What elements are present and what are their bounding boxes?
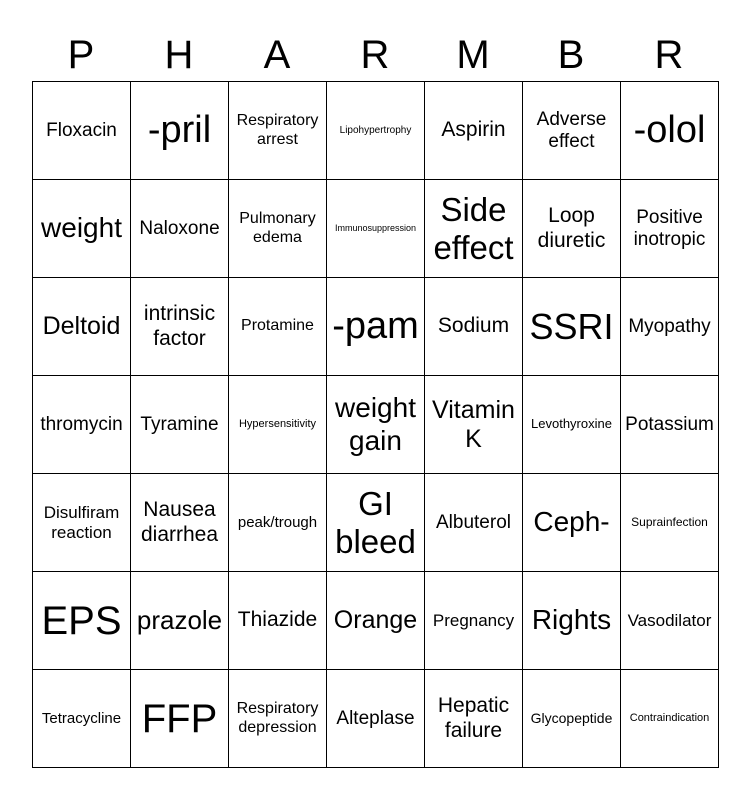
bingo-cell[interactable]: weight gain [327, 376, 425, 474]
bingo-cell[interactable]: -pam [327, 278, 425, 376]
bingo-grid [32, 81, 719, 768]
bingo-cell[interactable]: Sodium [425, 278, 523, 376]
bingo-cell[interactable]: GI bleed [327, 474, 425, 572]
bingo-cell[interactable]: intrinsic factor [131, 278, 229, 376]
bingo-cell[interactable]: Rights [523, 572, 621, 670]
header-letter-1: P [67, 33, 95, 77]
bingo-cell[interactable]: Albuterol [425, 474, 523, 572]
bingo-cell[interactable]: Pulmonary edema [229, 180, 327, 278]
bingo-cell[interactable]: Glycopeptide [523, 670, 621, 768]
bingo-cell[interactable]: -olol [621, 82, 719, 180]
bingo-cell[interactable]: weight [33, 180, 131, 278]
bingo-cell[interactable]: thromycin [33, 376, 131, 474]
bingo-cell[interactable]: Tyramine [131, 376, 229, 474]
bingo-cell[interactable]: Hepatic failure [425, 670, 523, 768]
bingo-cell[interactable]: Pregnancy [425, 572, 523, 670]
bingo-cell[interactable]: Nausea diarrhea [131, 474, 229, 572]
bingo-cell[interactable]: Floxacin [33, 82, 131, 180]
bingo-cell[interactable]: Levothyroxine [523, 376, 621, 474]
bingo-cell[interactable]: Naloxone [131, 180, 229, 278]
bingo-cell[interactable]: Disulfiram reaction [33, 474, 131, 572]
bingo-cell[interactable]: Respiratory arrest [229, 82, 327, 180]
header-letter-6: B [557, 33, 585, 77]
bingo-cell[interactable]: Tetracycline [33, 670, 131, 768]
bingo-cell[interactable]: Respiratory depression [229, 670, 327, 768]
header-letter-5: M [456, 33, 490, 77]
header-letter-2: H [164, 33, 194, 77]
bingo-cell[interactable]: Immunosuppression [327, 180, 425, 278]
header-letter-7: R [654, 33, 684, 77]
bingo-header [32, 28, 718, 82]
bingo-cell[interactable]: Vasodilator [621, 572, 719, 670]
bingo-cell[interactable]: Aspirin [425, 82, 523, 180]
bingo-cell[interactable]: Myopathy [621, 278, 719, 376]
bingo-cell[interactable]: Protamine [229, 278, 327, 376]
bingo-cell[interactable]: Potassium [621, 376, 719, 474]
bingo-cell[interactable]: Deltoid [33, 278, 131, 376]
bingo-cell[interactable]: EPS [33, 572, 131, 670]
bingo-cell[interactable]: Contraindication [621, 670, 719, 768]
bingo-cell[interactable]: Adverse effect [523, 82, 621, 180]
bingo-cell[interactable]: SSRI [523, 278, 621, 376]
bingo-cell[interactable]: Thiazide [229, 572, 327, 670]
bingo-cell[interactable]: Suprainfection [621, 474, 719, 572]
bingo-cell[interactable]: prazole [131, 572, 229, 670]
bingo-cell[interactable]: Lipohypertrophy [327, 82, 425, 180]
bingo-cell[interactable]: Loop diuretic [523, 180, 621, 278]
bingo-cell[interactable]: Vitamin K [425, 376, 523, 474]
bingo-cell[interactable]: peak/trough [229, 474, 327, 572]
bingo-cell[interactable]: Ceph- [523, 474, 621, 572]
header-letter-3: A [263, 33, 291, 77]
bingo-cell[interactable]: Orange [327, 572, 425, 670]
bingo-cell[interactable]: Hypersensitivity [229, 376, 327, 474]
bingo-cell[interactable]: Alteplase [327, 670, 425, 768]
header-letter-4: R [360, 33, 390, 77]
bingo-cell[interactable]: FFP [131, 670, 229, 768]
bingo-cell[interactable]: Positive inotropic [621, 180, 719, 278]
bingo-cell[interactable]: Side effect [425, 180, 523, 278]
bingo-cell[interactable]: -pril [131, 82, 229, 180]
